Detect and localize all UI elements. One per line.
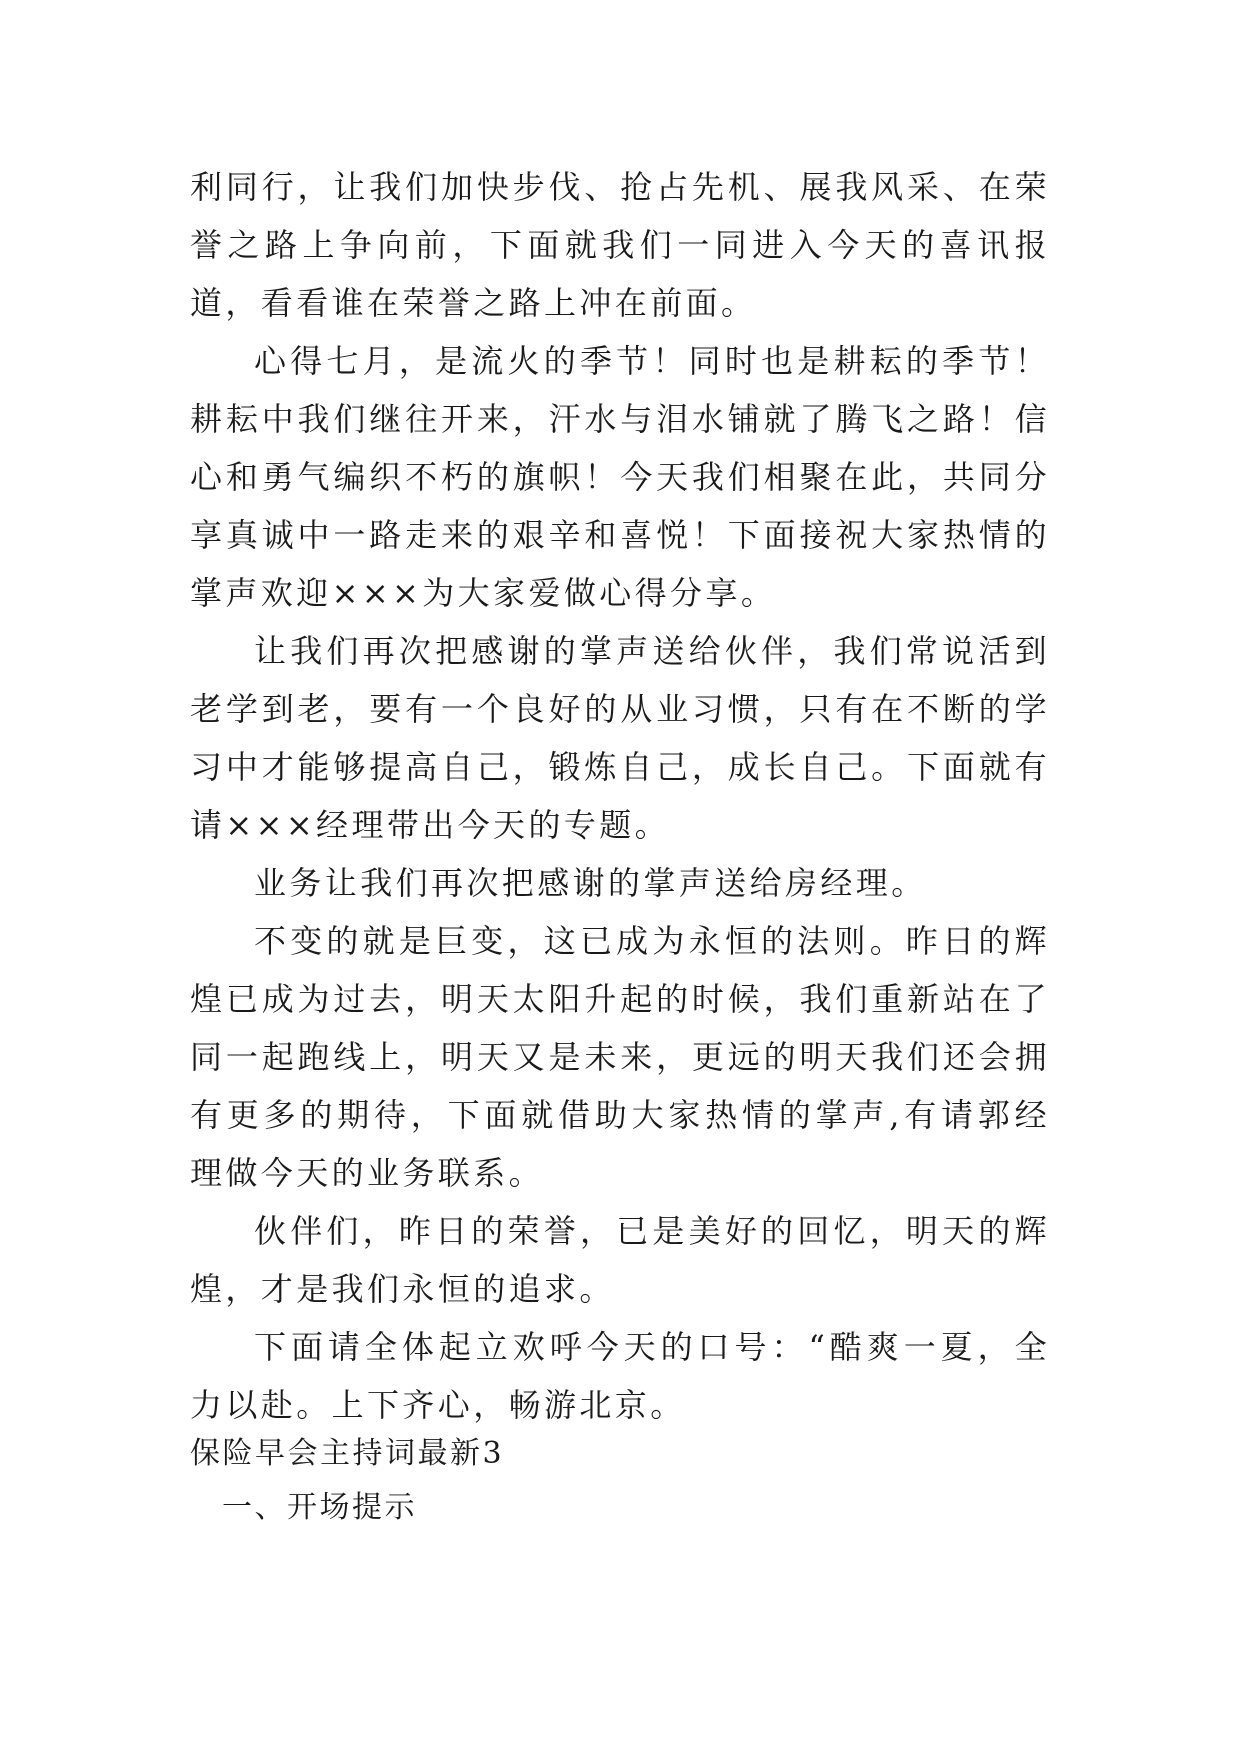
paragraph: 下面请全体起立欢呼今天的口号：“酷爽一夏，全力以赴。上下齐心，畅游北京。 [190,1328,1050,1424]
document-body [190,158,1050,1434]
paragraph: 利同行，让我们加快步伐、抢占先机、展我风采、在荣誉之路上争向前，下面就我们一同进入今天的喜讯报道，看看谁在荣誉之路上冲在前面。 [190,168,1050,322]
paragraph: 伙伴们，昨日的荣誉，已是美好的回忆，明天的辉煌，才是我们永恒的追求。 [190,1212,1050,1308]
section-title: 保险早会主持词最新3 [190,1436,505,1471]
paragraph: 心得七月，是流火的季节！同时也是耕耘的季节！耕耘中我们继往开来，汗水与泪水铺就了腾飞之路！信心和勇气编织不朽的旗帜！今天我们相聚在此，共同分享真诚中一路走来的艰辛和喜悦！下面接祝大家热情的掌声欢迎×××为大家爱做心得分享。 [190,342,1050,612]
paragraph: 不变的就是巨变，这已成为永恒的法则。昨日的辉煌已成为过去，明天太阳升起的时候，我们重新站在了同一起跑线上，明天又是未来，更远的明天我们还会拥有更多的期待，下面就借助大家热情的掌声,有请郭经理做今天的业务联系。 [190,922,1050,1192]
paragraph: 让我们再次把感谢的掌声送给伙伴，我们常说活到老学到老，要有一个良好的从业习惯，只有在不断的学习中才能够提高自己，锻炼自己，成长自己。下面就有请×××经理带出今天的专题。 [190,632,1050,844]
section-item-heading: 一、开场提示 [222,1490,417,1525]
paragraph: 业务让我们再次把感谢的掌声送给房经理。 [254,864,927,902]
